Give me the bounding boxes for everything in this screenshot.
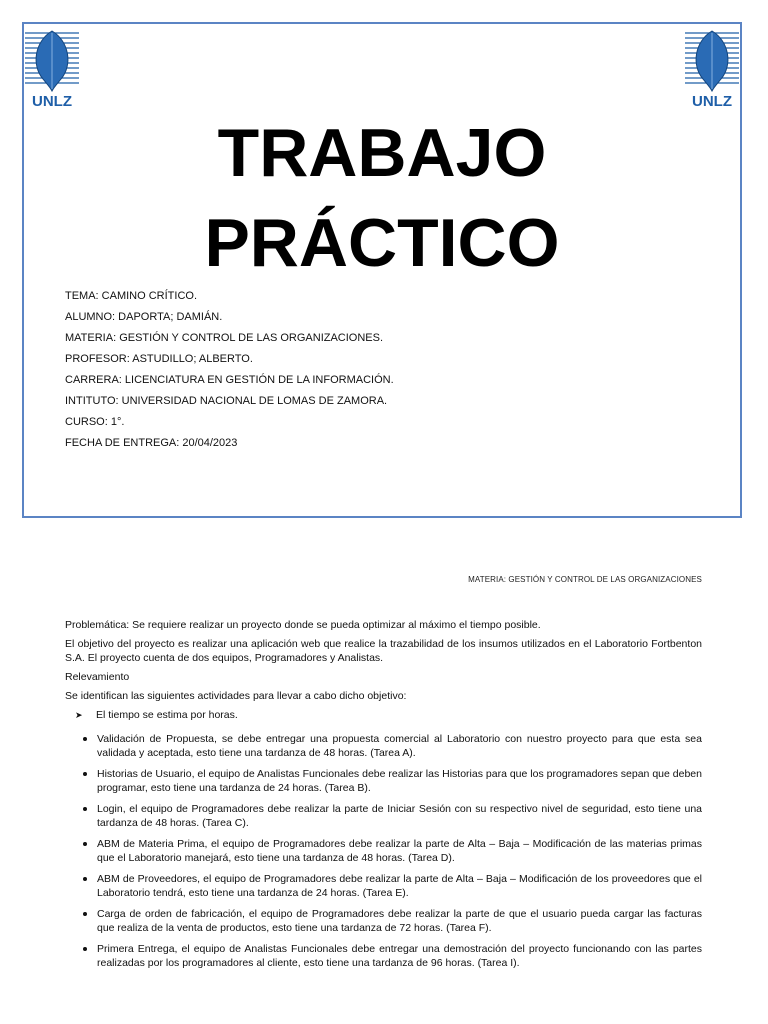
info-carrera: CARRERA: LICENCIATURA EN GESTIÓN DE LA INFORMACIÓN.	[65, 374, 394, 386]
unlz-logo	[25, 27, 79, 109]
svg-text:UNLZ: UNLZ	[692, 93, 732, 109]
info-curso: CURSO: 1°.	[65, 416, 125, 428]
bullet-icon	[83, 842, 87, 846]
arrow-item-text: El tiempo se estima por horas.	[96, 709, 238, 721]
cover-page-frame	[22, 22, 742, 518]
list-item	[65, 802, 702, 830]
identifican-paragraph: Se identifican las siguientes actividades para llevar a cabo dicho objetivo:	[65, 690, 407, 702]
info-profesor: PROFESOR: ASTUDILLO; ALBERTO.	[65, 353, 253, 365]
list-item	[65, 872, 702, 900]
bullet-icon	[83, 737, 87, 741]
bullet-icon	[83, 807, 87, 811]
relevamiento-heading: Relevamiento	[65, 671, 130, 683]
objetivo-paragraph: El objetivo del proyecto es realizar una aplicación web que realice la trazabilidad de los insumos utilizados en el Laboratorio Fortbenton S.A. El proyecto cuenta de dos equipos, Programadores y Analistas.	[65, 638, 702, 664]
task-text: Validación de Propuesta, se debe entregar una propuesta comercial al Laboratorio con nuestro proyecto para que esta sea validada y aceptada, esto tiene una tardanza de 48 horas. (Tarea A).	[97, 733, 702, 759]
title-line-2: PRÁCTICO	[204, 205, 560, 281]
title-line-1: TRABAJO	[217, 115, 547, 191]
task-text: Carga de orden de fabricación, el equipo de Programadores debe realizar la parte de que el usuario pueda cargar las facturas que realiza de la venta de productos, esto tiene una tardanza de 72 horas. (Tarea F).	[97, 908, 702, 934]
arrow-bullet-icon: ➤	[75, 710, 83, 720]
bullet-icon	[83, 912, 87, 916]
task-text: Login, el equipo de Programadores debe realizar la parte de Iniciar Sesión con su respectivo nivel de seguridad, esto tiene una tardanza de 48 horas. (Tarea C).	[97, 803, 702, 829]
info-tema: TEMA: CAMINO CRÍTICO.	[65, 290, 197, 302]
list-item	[65, 942, 702, 970]
list-item	[65, 907, 702, 935]
bullet-icon	[83, 947, 87, 951]
task-text: Primera Entrega, el equipo de Analistas Funcionales debe entregar una demostración del proyecto funcionando con las partes realizadas por los programadores al cliente, esto tiene una tardanza de 96 horas. (Tarea I).	[97, 943, 702, 969]
list-item	[65, 837, 702, 865]
task-text: ABM de Materia Prima, el equipo de Programadores debe realizar la parte de Alta – Baja – Modificación de las materias primas que el Laboratorio manejará, esto tiene una tardanza de 48 horas. (Tarea D).	[97, 838, 702, 864]
arrow-list-item	[65, 708, 702, 722]
list-item	[65, 767, 702, 795]
problematica-paragraph: Problemática: Se requiere realizar un proyecto donde se pueda optimizar al máximo el tiempo posible.	[65, 619, 541, 631]
info-fecha-entrega: FECHA DE ENTREGA: 20/04/2023	[65, 437, 238, 449]
task-list	[65, 732, 702, 970]
list-item	[65, 732, 702, 760]
bullet-icon	[83, 877, 87, 881]
task-text: ABM de Proveedores, el equipo de Programadores debe realizar la parte de Alta – Baja – Modificación de los proveedores que el Laboratorio tendrá, esto tiene una tardanza de 24 horas. (Tarea E).	[97, 873, 702, 899]
info-materia: MATERIA: GESTIÓN Y CONTROL DE LAS ORGANIZACIONES.	[65, 332, 384, 344]
info-alumno: ALUMNO: DAPORTA; DAMIÁN.	[65, 311, 223, 323]
svg-text:UNLZ: UNLZ	[32, 93, 72, 109]
page-body	[65, 618, 702, 977]
page-header: MATERIA: GESTIÓN Y CONTROL DE LAS ORGANIZACIONES	[468, 575, 702, 584]
info-instituto: INTITUTO: UNIVERSIDAD NACIONAL DE LOMAS DE ZAMORA.	[65, 395, 388, 407]
bullet-icon	[83, 772, 87, 776]
document-title	[24, 108, 740, 288]
task-text: Historias de Usuario, el equipo de Analistas Funcionales debe realizar las Historias para que los programadores sepan que deben programar, esto tiene una tardanza de 24 horas. (Tarea B).	[97, 768, 702, 794]
cover-info-block	[65, 286, 394, 454]
unlz-logo	[685, 27, 739, 109]
